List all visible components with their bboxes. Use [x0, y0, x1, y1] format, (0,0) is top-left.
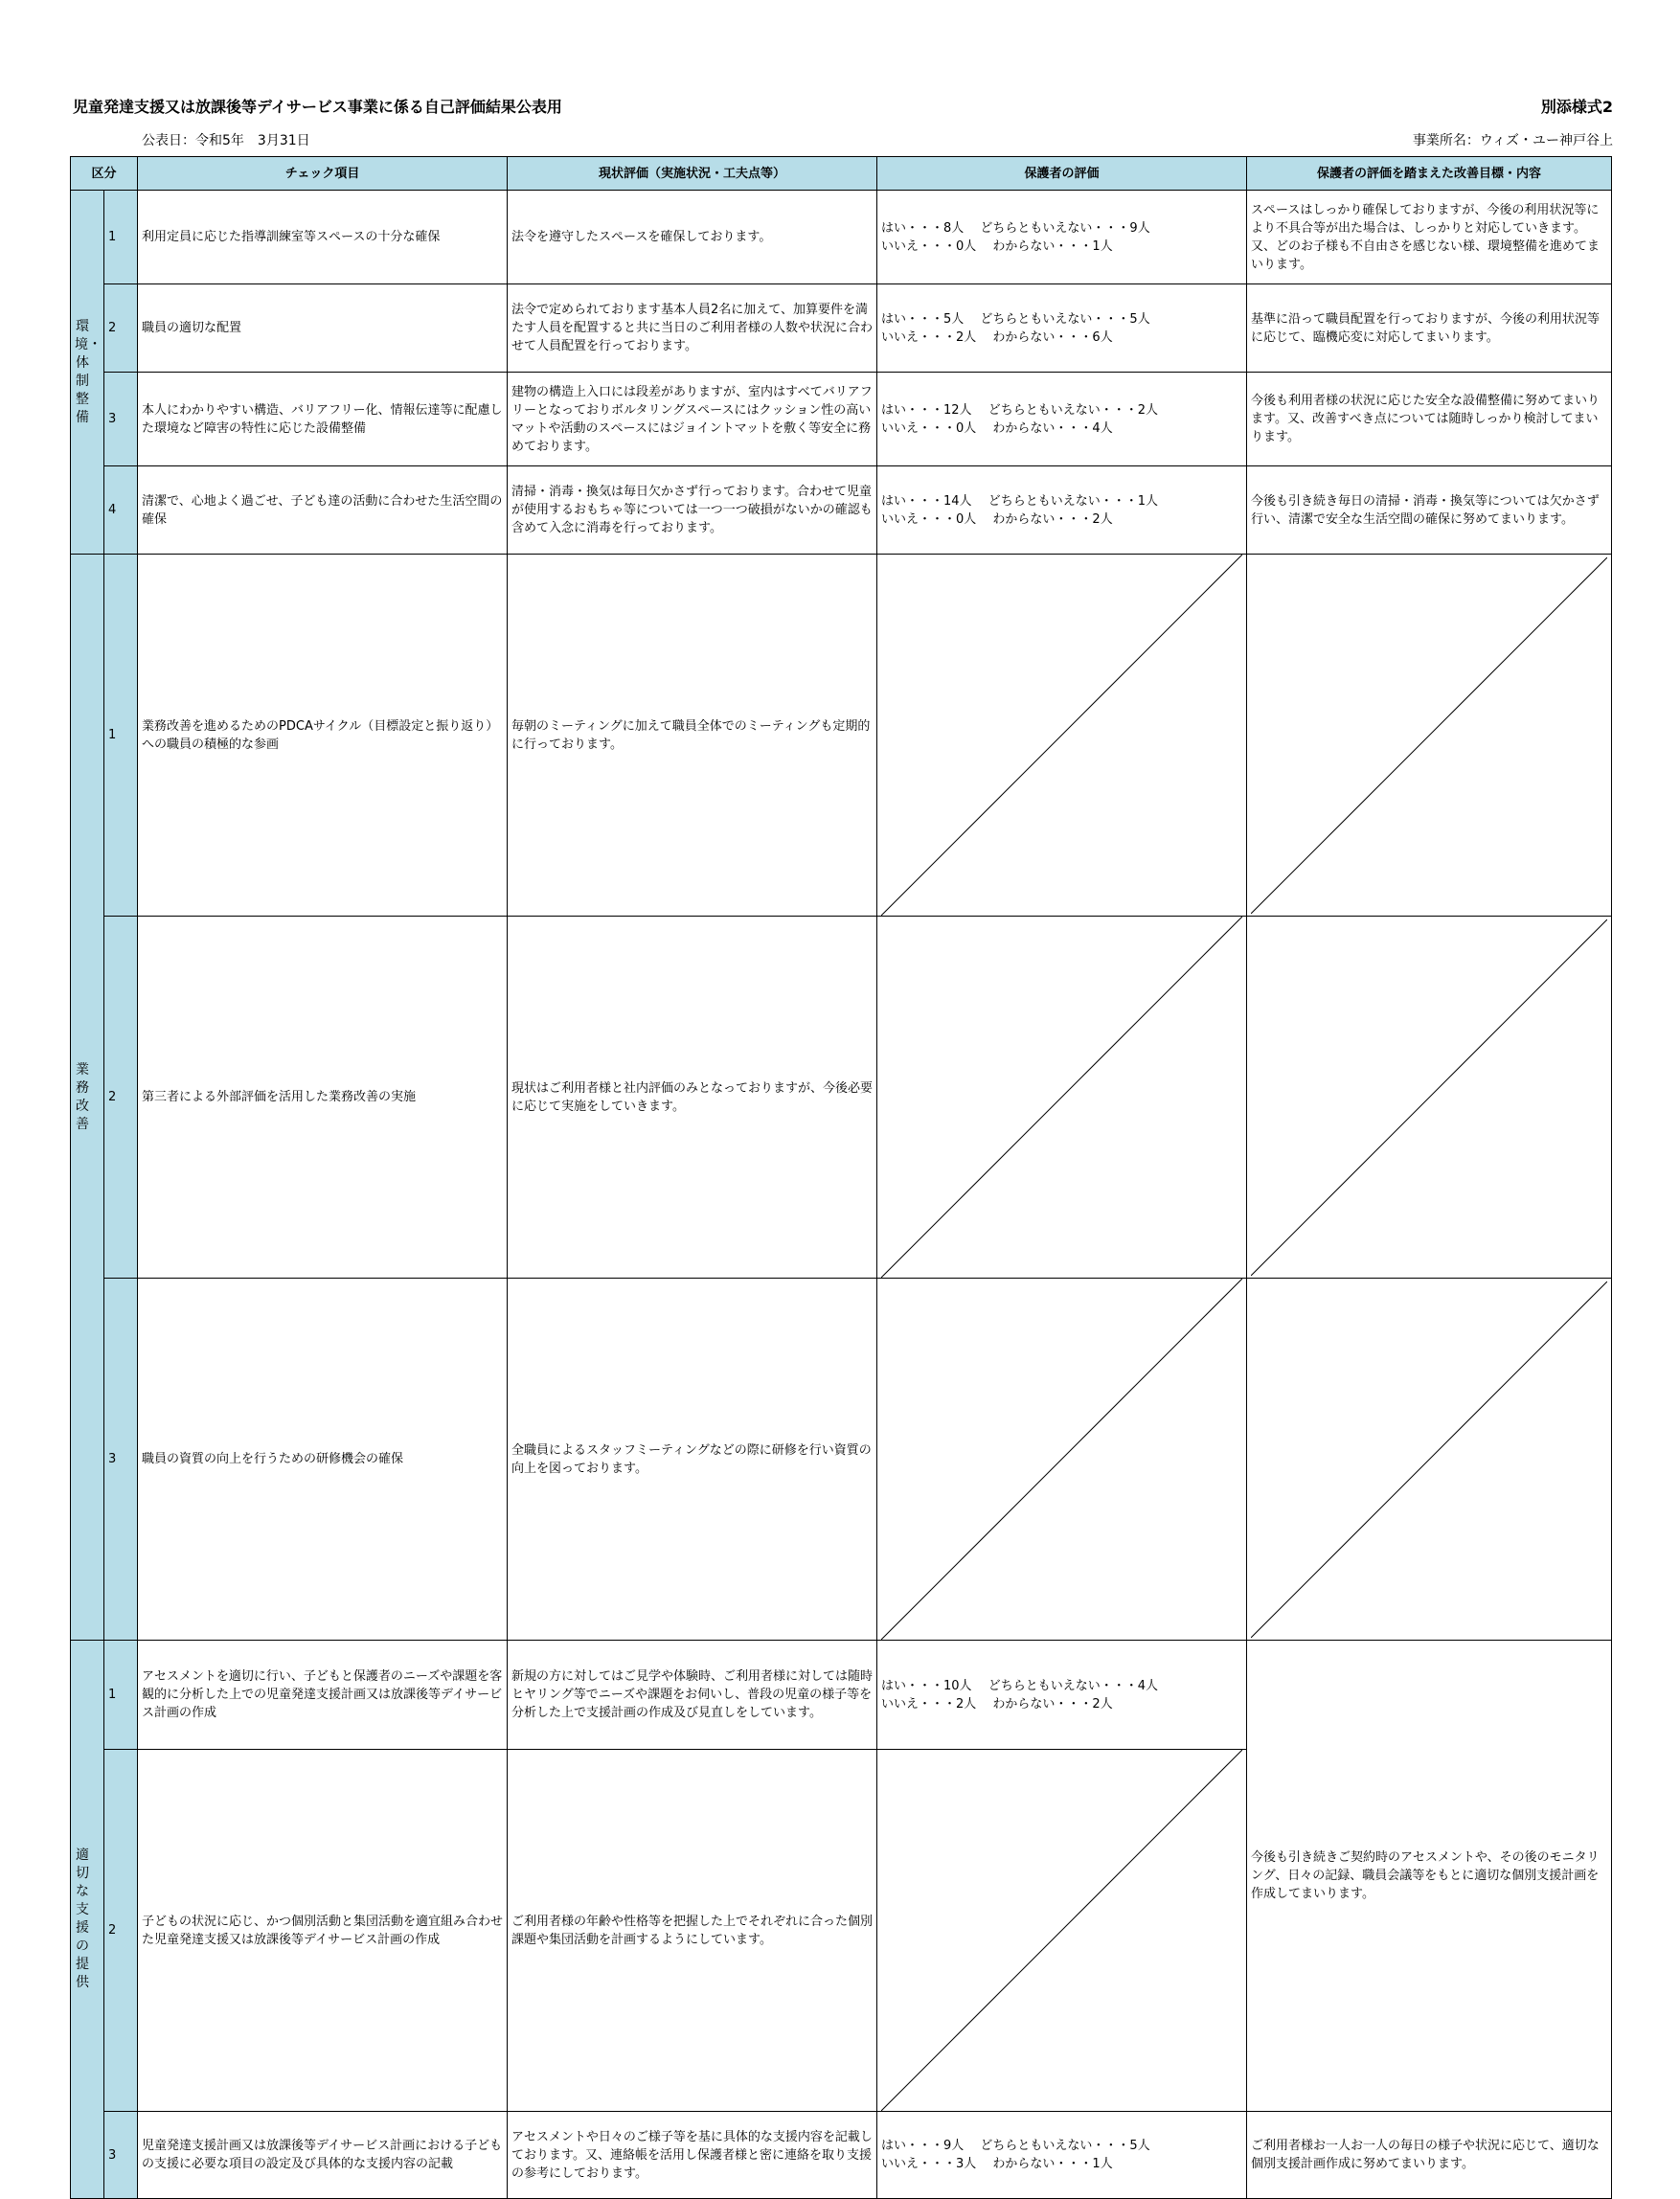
category-cell	[71, 191, 104, 555]
row-number: 3	[104, 2112, 138, 2199]
category-cell	[71, 1641, 104, 2199]
improvement-text: ご利用者様お一人お一人の毎日の様子や状況に応じて、適切な個別支援計画作成に努めてまいります。	[1247, 2112, 1612, 2199]
header-row	[71, 157, 1612, 191]
guardian-line: いいえ・・・3人 わからない・・・1人	[881, 2157, 1113, 2171]
guardian-line: はい・・・9人 どちらともいえない・・・5人	[881, 2139, 1150, 2153]
check-item: 清潔で、心地よく過ごせ、子ども達の活動に合わせた生活空間の確保	[138, 466, 508, 555]
category-label: 業務改善	[76, 1061, 89, 1132]
not-applicable-cell	[1247, 555, 1612, 917]
status-text: 現状はご利用者様と社内評価のみとなっておりますが、今後必要に応じて実施をしていきます。	[508, 917, 877, 1279]
header-status: 現状評価（実施状況・工夫点等）	[508, 157, 877, 191]
publication-date: 公表日：令和5年 3月31日	[142, 133, 310, 148]
improvement-text: 今後も引き続き毎日の清掃・消毒・換気等については欠かさず行い、清潔で安全な生活空間の確保に努めてまいります。	[1247, 466, 1612, 555]
form-number: 別添様式2	[1540, 98, 1613, 116]
table-row	[71, 373, 1612, 466]
guardian-line: いいえ・・・0人 わからない・・・4人	[881, 420, 1113, 436]
not-applicable-cell	[877, 1279, 1247, 1641]
status-text: アセスメントや日々のご様子等を基に具体的な支援内容を記載しております。又、連絡帳を活用し保護者様と密に連絡を取り支援の参考にしております。	[508, 2112, 877, 2199]
guardian-eval	[877, 466, 1247, 555]
table-row	[71, 466, 1612, 555]
status-text: ご利用者様の年齢や性格等を把握した上でそれぞれに合った個別課題や集団活動を計画するようにしています。	[508, 1750, 877, 2112]
guardian-eval	[877, 191, 1247, 284]
status-text: 毎朝のミーティングに加えて職員全体でのミーティングも定期的に行っております。	[508, 555, 877, 917]
status-text: 建物の構造上入口には段差がありますが、室内はすべてバリアフリーとなっておりボルタリングスペースにはクッション性の高いマットや活動のスペースにはジョイントマットを敷く等安全に務めております。	[508, 373, 877, 466]
row-number: 1	[104, 191, 138, 284]
guardian-line: はい・・・5人 どちらともいえない・・・5人	[881, 311, 1150, 327]
guardian-eval	[877, 284, 1247, 373]
header-category: 区分	[71, 157, 138, 191]
table-row	[71, 1641, 1612, 1750]
status-text: 法令を遵守したスペースを確保しております。	[508, 191, 877, 284]
guardian-eval	[877, 373, 1247, 466]
category-label: 適切な支援の提供	[76, 1848, 89, 1990]
guardian-line: いいえ・・・2人 わからない・・・2人	[881, 1696, 1113, 1712]
check-item: 職員の資質の向上を行うための研修機会の確保	[138, 1279, 508, 1641]
not-applicable-cell	[877, 555, 1247, 917]
check-item: 児童発達支援計画又は放課後等デイサービス計画における子どもの支援に必要な項目の設定及び具体的な支援内容の記載	[138, 2112, 508, 2199]
row-number: 1	[104, 555, 138, 917]
not-applicable-cell	[877, 917, 1247, 1279]
improvement-text: スペースはしっかり確保しておりますが、今後の利用状況等により不具合等が出た場合は、しっかりと対応していきます。又、どのお子様も不自由さを感じない様、環境整備を進めてまいります。	[1247, 191, 1612, 284]
check-item: 職員の適切な配置	[138, 284, 508, 373]
not-applicable-cell	[1247, 1279, 1612, 1641]
header-check-item: チェック項目	[138, 157, 508, 191]
guardian-line: はい・・・8人 どちらともいえない・・・9人	[881, 220, 1150, 236]
check-item: 利用定員に応じた指導訓練室等スペースの十分な確保	[138, 191, 508, 284]
improvement-text: 基準に沿って職員配置を行っておりますが、今後の利用状況等に応じて、臨機応変に対応してまいります。	[1247, 284, 1612, 373]
not-applicable-cell	[877, 1750, 1247, 2112]
row-number: 3	[104, 373, 138, 466]
status-text: 全職員によるスタッフミーティングなどの際に研修を行い資質の向上を図っております。	[508, 1279, 877, 1641]
row-number: 2	[104, 284, 138, 373]
table-row	[71, 1279, 1612, 1641]
category-cell	[71, 555, 104, 1641]
check-item: アセスメントを適切に行い、子どもと保護者のニーズや課題を客観的に分析した上での児童発達支援計画又は放課後等デイサービス計画の作成	[138, 1641, 508, 1750]
status-text: 新規の方に対してはご見学や体験時、ご利用者様に対しては随時ヒヤリング等でニーズや課題をお伺いし、普段の児童の様子等を分析した上で支援計画の作成及び見直しをしています。	[508, 1641, 877, 1750]
check-item: 本人にわかりやすい構造、バリアフリー化、情報伝達等に配慮した環境など障害の特性に応じた設備整備	[138, 373, 508, 466]
header-guardian: 保護者の評価	[877, 157, 1247, 191]
guardian-line: はい・・・14人 どちらともいえない・・・1人	[881, 493, 1158, 509]
check-item: 第三者による外部評価を活用した業務改善の実施	[138, 917, 508, 1279]
status-text: 清掃・消毒・換気は毎日欠かさず行っております。合わせて児童が使用するおもちゃ等については一つ一つ破損がないかの確認も含めて入念に消毒を行っております。	[508, 466, 877, 555]
row-number: 2	[104, 1750, 138, 2112]
guardian-line: いいえ・・・0人 わからない・・・2人	[881, 511, 1113, 527]
not-applicable-cell	[1247, 917, 1612, 1279]
category-label: 環境・体制整備	[75, 318, 102, 425]
row-number: 3	[104, 1279, 138, 1641]
improvement-text: 今後も利用者様の状況に応じた安全な設備整備に努めてまいります。又、改善すべき点については随時しっかり検討してまいります。	[1247, 373, 1612, 466]
table-row	[71, 2112, 1612, 2199]
guardian-eval	[877, 1641, 1247, 1750]
check-item: 業務改善を進めるためのPDCAサイクル（目標設定と振り返り）への職員の積極的な参画	[138, 555, 508, 917]
office-name: 事業所名：ウィズ・ユー神戸谷上	[1412, 133, 1613, 148]
table-row	[71, 555, 1612, 917]
guardian-line: はい・・・10人 どちらともいえない・・・4人	[881, 1678, 1158, 1693]
table-row	[71, 917, 1612, 1279]
table-row	[71, 191, 1612, 284]
improvement-text: 今後も引き続きご契約時のアセスメントや、その後のモニタリング、日々の記録、職員会議等をもとに適切な個別支援計画を作成してまいります。	[1247, 1641, 1612, 2112]
guardian-line: いいえ・・・0人 わからない・・・1人	[881, 238, 1113, 254]
row-number: 4	[104, 466, 138, 555]
row-number: 1	[104, 1641, 138, 1750]
header-improvement: 保護者の評価を踏まえた改善目標・内容	[1247, 157, 1612, 191]
guardian-eval	[877, 2112, 1247, 2199]
document-title: 児童発達支援又は放課後等デイサービス事業に係る自己評価結果公表用	[73, 98, 562, 116]
check-item: 子どもの状況に応じ、かつ個別活動と集団活動を適宜組み合わせた児童発達支援又は放課後等デイサービス計画の作成	[138, 1750, 508, 2112]
row-number: 2	[104, 917, 138, 1279]
status-text: 法令で定められております基本人員2名に加えて、加算要件を満たす人員を配置すると共に当日のご利用者様の人数や状況に合わせて人員配置を行っております。	[508, 284, 877, 373]
evaluation-table	[70, 156, 1612, 2199]
guardian-line: いいえ・・・2人 わからない・・・6人	[881, 329, 1113, 345]
guardian-line: はい・・・12人 どちらともいえない・・・2人	[881, 402, 1158, 418]
table-row	[71, 284, 1612, 373]
